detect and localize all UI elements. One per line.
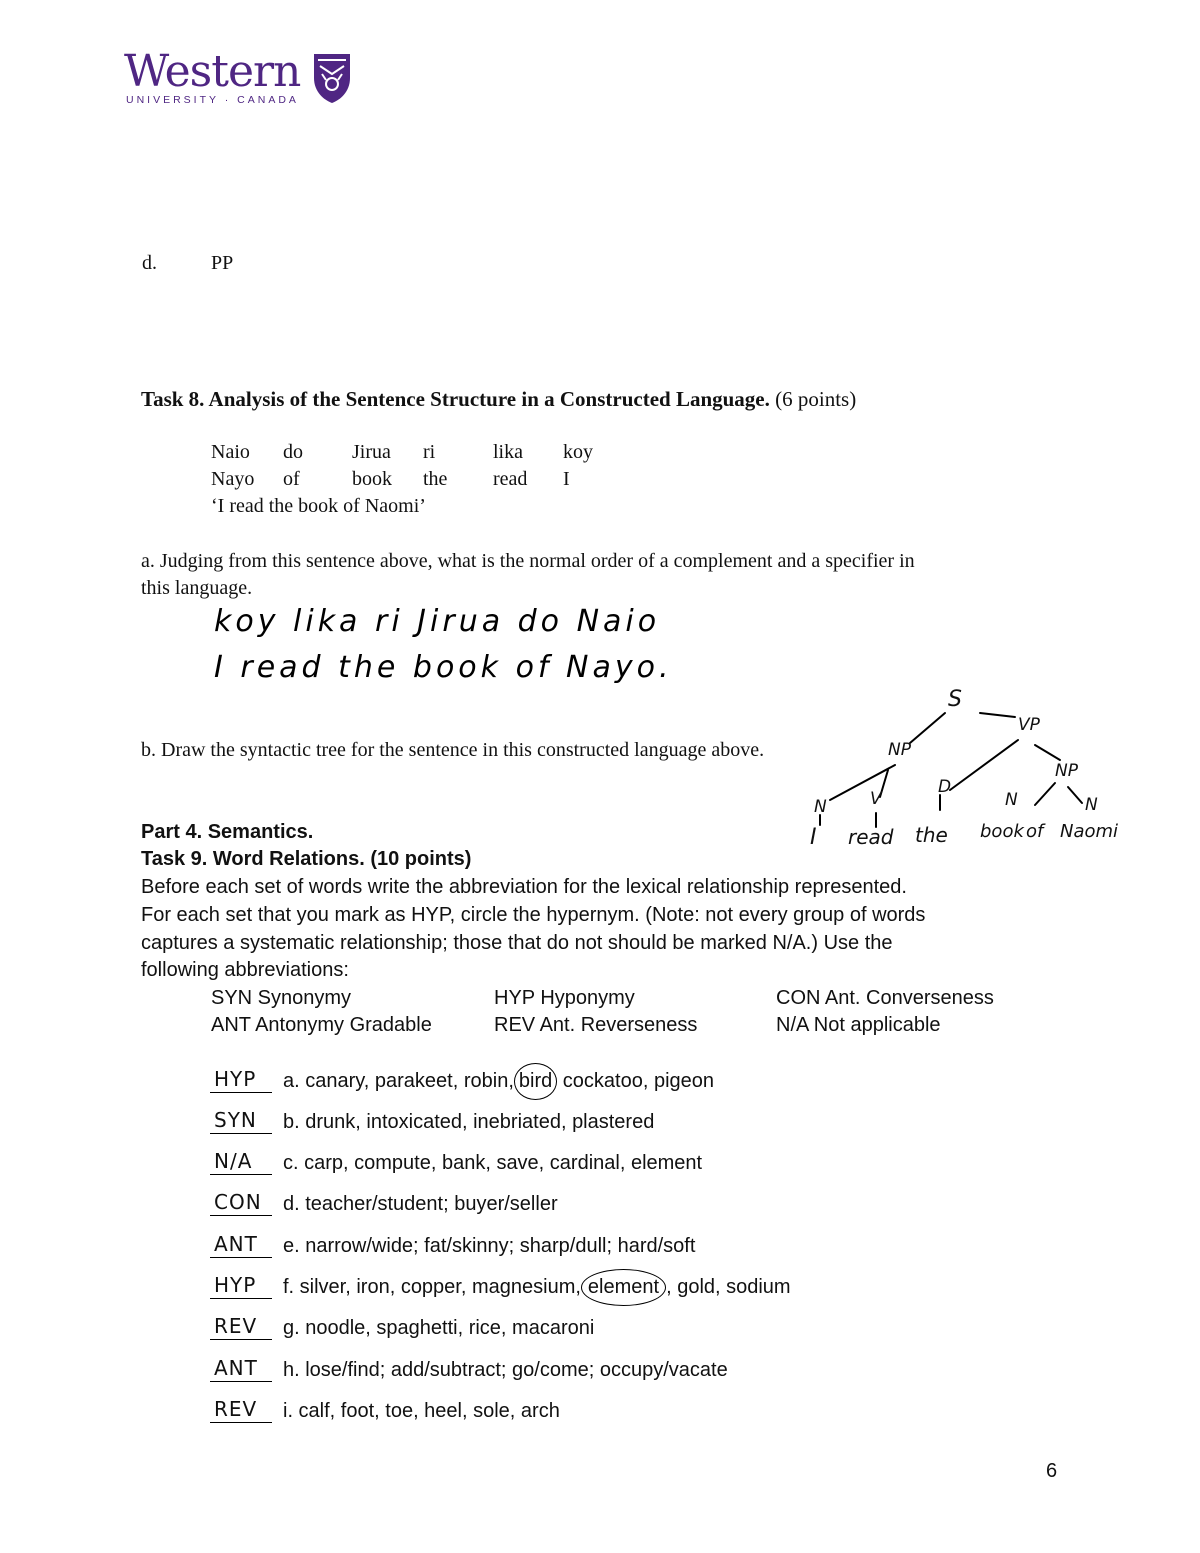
handwritten-answer: REV <box>214 1314 258 1338</box>
item-d-text: PP <box>211 252 234 274</box>
gloss-word: do <box>283 441 303 463</box>
gloss-word: book <box>352 468 392 490</box>
handwritten-answer: HYP <box>214 1067 257 1091</box>
answer-blank[interactable] <box>210 1231 272 1258</box>
task8-title: Task 8. Analysis of the Sentence Structure in a Constructed Language. <box>141 387 770 411</box>
handwritten-answer: REV <box>214 1397 258 1421</box>
tree-node-n-2: N <box>1005 790 1018 810</box>
circled-hypernym: bird <box>514 1063 557 1100</box>
tree-leaf: the <box>915 823 948 847</box>
handwritten-answer: N/A <box>214 1149 253 1173</box>
gloss-word: the <box>423 468 448 490</box>
task9-instructions-4: following abbreviations: <box>141 959 349 981</box>
tree-leaf: read <box>848 825 894 849</box>
handwritten-answer: ANT <box>214 1356 258 1380</box>
abbreviation: N/A Not applicable <box>776 1014 941 1036</box>
gloss-word: Nayo <box>211 468 255 490</box>
answer-blank[interactable] <box>210 1107 272 1134</box>
logo-wordmark: Western <box>124 46 301 97</box>
handwritten-answer: CON <box>214 1190 262 1214</box>
abbreviation: CON Ant. Converseness <box>776 987 994 1009</box>
university-logo <box>124 48 364 112</box>
tree-node-np: NP <box>888 740 911 760</box>
tree-leaf: I <box>810 825 817 850</box>
task8-heading <box>141 387 856 412</box>
list-item: b. drunk, intoxicated, inebriated, plastered <box>283 1111 655 1133</box>
list-item: e. narrow/wide; fat/skinny; sharp/dull; hard/soft <box>283 1235 696 1257</box>
handwritten-answer: HYP <box>214 1273 257 1297</box>
item-d-label: d. <box>142 252 157 274</box>
gloss-translation: ‘I read the book of Naomi’ <box>211 495 426 517</box>
list-item: h. lose/find; add/subtract; go/come; occupy/vacate <box>283 1359 728 1381</box>
gloss-word: lika <box>493 441 523 463</box>
question-b: b. Draw the syntactic tree for the sentence in this constructed language above. <box>141 739 765 761</box>
list-item: c. carp, compute, bank, save, cardinal, element <box>283 1152 703 1174</box>
task9-instructions-2: For each set that you mark as HYP, circle the hypernym. (Note: not every group of words <box>141 904 926 926</box>
tree-leaf: book <box>980 821 1024 842</box>
tree-node-n-3: N <box>1085 795 1098 815</box>
handwritten-answer-a-1: koy lika ri Jirua do Naio <box>214 604 661 639</box>
task8-points: (6 points) <box>775 387 857 411</box>
task9-instructions-1: Before each set of words write the abbreviation for the lexical relationship represented. <box>141 876 907 898</box>
task9-title: Task 9. Word Relations. (10 points) <box>141 848 472 870</box>
item-text-after: cockatoo, pigeon <box>557 1070 715 1092</box>
handwritten-answer: SYN <box>214 1108 257 1132</box>
tree-leaf: Naomi <box>1060 821 1119 842</box>
gloss-word: ri <box>423 441 436 463</box>
task9-instructions-3: captures a systematic relationship; those that do not should be marked N/A.) Use the <box>141 932 893 954</box>
part4-title: Part 4. Semantics. <box>141 821 314 843</box>
list-item: i. calf, foot, toe, heel, sole, arch <box>283 1400 560 1422</box>
answer-blank[interactable] <box>210 1148 272 1175</box>
circled-hypernym: element <box>581 1269 666 1306</box>
question-a-line-1: a. Judging from this sentence above, what is the normal order of a complement and a specifier in <box>141 550 915 572</box>
handwritten-answer: ANT <box>214 1232 258 1256</box>
list-item: d. teacher/student; buyer/seller <box>283 1193 558 1215</box>
list-item <box>283 1276 791 1299</box>
page-number: 6 <box>1046 1460 1058 1482</box>
answer-blank[interactable] <box>210 1189 272 1216</box>
syntax-tree-drawing <box>800 685 1140 860</box>
tree-node-v: V <box>870 789 882 809</box>
list-item: g. noodle, spaghetti, rice, macaroni <box>283 1317 595 1339</box>
gloss-word: read <box>493 468 528 490</box>
abbreviation: REV Ant. Reverseness <box>494 1014 698 1036</box>
item-text-after: , gold, sodium <box>666 1276 791 1298</box>
tree-leaf: of <box>1026 821 1044 842</box>
tree-node-np-2: NP <box>1055 761 1078 781</box>
item-text: f. silver, iron, copper, magnesium, <box>283 1276 581 1298</box>
answer-blank[interactable] <box>210 1396 272 1423</box>
answer-blank[interactable] <box>210 1355 272 1382</box>
question-a-line-2: this language. <box>141 577 253 599</box>
abbreviation: HYP Hyponymy <box>494 987 635 1009</box>
abbreviation: ANT Antonymy Gradable <box>211 1014 432 1036</box>
tree-node-vp: VP <box>1018 715 1040 735</box>
gloss-word: koy <box>563 441 593 463</box>
handwritten-answer-a-2: I read the book of Nayo. <box>214 650 673 685</box>
gloss-word: I <box>563 468 570 490</box>
item-text: a. canary, parakeet, robin, <box>283 1070 514 1092</box>
tree-node-d: D <box>938 777 952 797</box>
abbreviation: SYN Synonymy <box>211 987 352 1009</box>
answer-blank[interactable] <box>210 1313 272 1340</box>
logo-subtitle: UNIVERSITY · CANADA <box>126 94 299 106</box>
gloss-word: of <box>283 468 300 490</box>
answer-blank[interactable] <box>210 1066 272 1093</box>
gloss-word: Naio <box>211 441 250 463</box>
crest-icon <box>312 52 352 104</box>
tree-node-s: S <box>948 687 962 712</box>
gloss-word: Jirua <box>352 441 391 463</box>
tree-node-n: N <box>814 797 827 817</box>
answer-blank[interactable] <box>210 1272 272 1299</box>
list-item <box>283 1070 714 1093</box>
